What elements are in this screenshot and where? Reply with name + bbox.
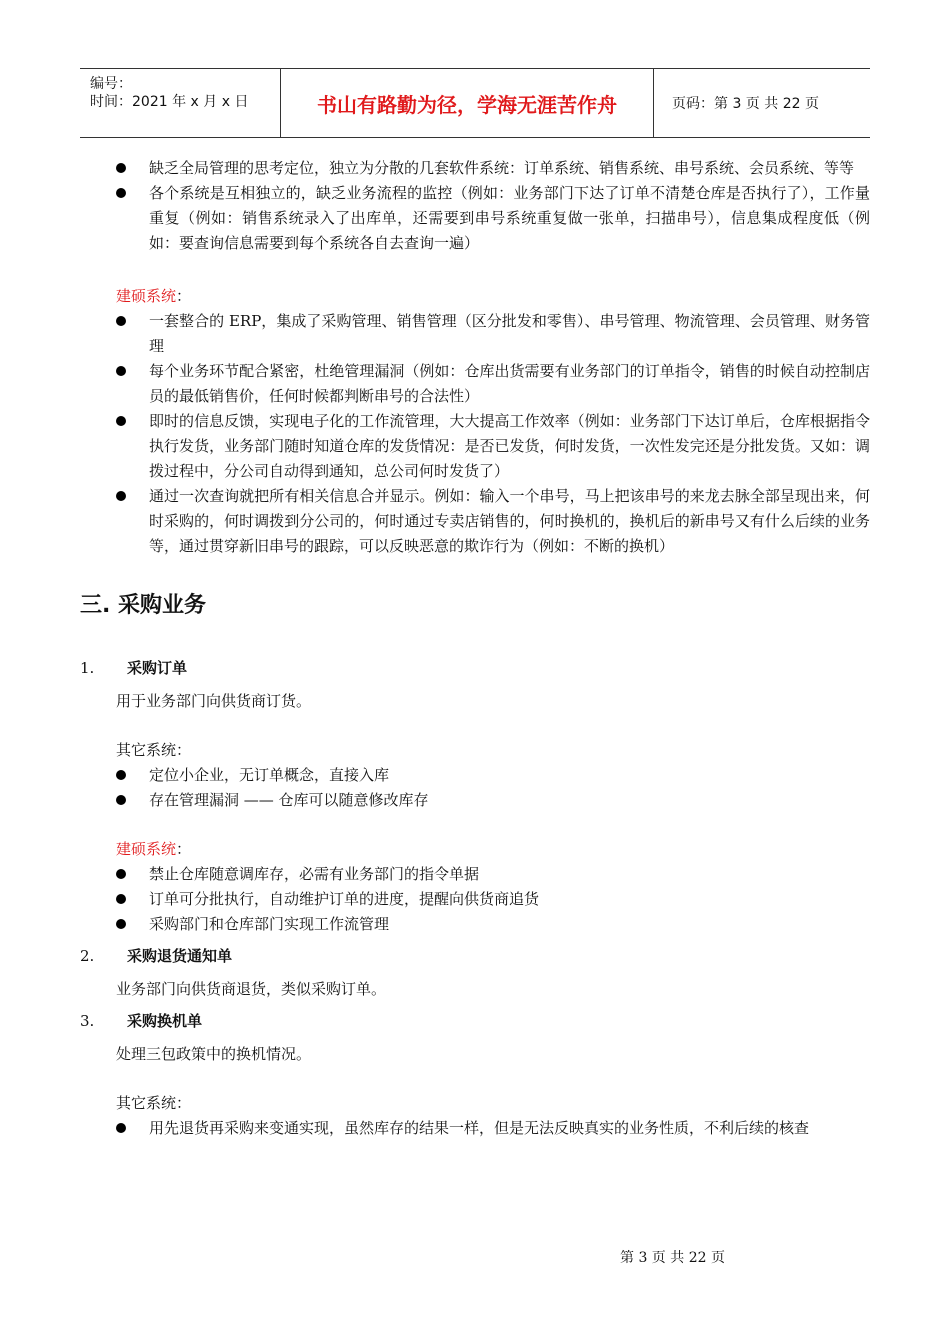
bullet-icon	[116, 770, 126, 780]
list-item: 定位小企业，无订单概念，直接入库	[80, 763, 870, 788]
subsection-heading-1: 1. 采购订单	[80, 659, 188, 677]
intro-bullet-list	[80, 156, 870, 256]
list-item: 存在管理漏洞 —— 仓库可以随意修改库存	[80, 788, 870, 813]
bullet-icon	[116, 1123, 126, 1133]
bullet-icon	[116, 188, 126, 198]
list-item: 一套整合的 ERP，集成了采购管理、销售管理（区分批发和零售）、串号管理、物流管理、会员管理、财务管理	[80, 309, 870, 359]
jianshuo-bullet-list-1	[80, 309, 870, 559]
bullet-icon	[116, 416, 126, 426]
page-header	[80, 68, 870, 138]
header-motto: 书山有路勤为径，学海无涯苦作舟	[281, 69, 654, 137]
other-bullet-list-1	[80, 763, 870, 813]
list-item: 用先退货再采购来变通实现，虽然库存的结果一样，但是无法反映真实的业务性质，不利后续的核查	[80, 1116, 870, 1141]
bullet-icon	[116, 316, 126, 326]
other-systems-label-1: 其它系统：	[116, 741, 192, 759]
bullet-icon	[116, 163, 126, 173]
bullet-icon	[116, 491, 126, 501]
bullet-icon	[116, 919, 126, 929]
bullet-icon	[116, 795, 126, 805]
section-title: 三. 采购业务	[80, 593, 207, 618]
subsection-desc-2: 业务部门向供货商退货，类似采购订单。	[116, 980, 387, 998]
list-item: 通过一次查询就把所有相关信息合并显示。例如：输入一个串号，马上把该串号的来龙去脉全部呈现出来，何时采购的，何时调拨到分公司的，何时通过专卖店销售的，何时换机的，换机后的新串号又有什么后续的业务等，通过贯穿新旧串号的跟踪，可以反映恶意的欺诈行为（例如：不断的换机）	[80, 484, 870, 559]
list-item: 各个系统是互相独立的，缺乏业务流程的监控（例如：业务部门下达了订单不清楚仓库是否执行了），工作量重复（例如：销售系统录入了出库单，还需要到串号系统重复做一张单，扫描串号），信息集成程度低（例如：要查询信息需要到每个系统各自去查询一遍）	[80, 181, 870, 256]
list-item: 每个业务环节配合紧密，杜绝管理漏洞（例如：仓库出货需要有业务部门的订单指令，销售的时候自动控制店员的最低销售价，任何时候都判断串号的合法性）	[80, 359, 870, 409]
bullet-icon	[116, 869, 126, 879]
other-bullet-list-2	[80, 1116, 870, 1141]
jianshuo-bullet-list-2	[80, 862, 870, 937]
bullet-icon	[116, 894, 126, 904]
jianshuo-heading-1: 建硕系统：	[116, 287, 192, 305]
subsection-heading-2: 2. 采购退货通知单	[80, 947, 233, 965]
list-item: 订单可分批执行，自动维护订单的进度，提醒向供货商追货	[80, 887, 870, 912]
bullet-icon	[116, 366, 126, 376]
other-systems-label-2: 其它系统：	[116, 1094, 192, 1112]
list-item: 即时的信息反馈，实现电子化的工作流管理，大大提高工作效率（例如：业务部门下达订单后，仓库根据指令执行发货，业务部门随时知道仓库的发货情况：是否已发货，何时发货，一次性发完还是分批发货。又如：调拨过程中，分公司自动得到通知，总公司何时发货了）	[80, 409, 870, 484]
list-item: 采购部门和仓库部门实现工作流管理	[80, 912, 870, 937]
list-item: 禁止仓库随意调库存，必需有业务部门的指令单据	[80, 862, 870, 887]
document-body	[80, 156, 870, 1141]
page-info-text: 页码：第 3 页 共 22 页	[672, 96, 819, 112]
subsection-desc-1: 用于业务部门向供货商订货。	[116, 692, 312, 710]
header-page-info	[662, 69, 870, 137]
list-item: 缺乏全局管理的思考定位，独立为分散的几套软件系统：订单系统、销售系统、串号系统、会员系统、等等	[80, 156, 870, 181]
time-label: 时间：2021 年 x 月 x 日	[90, 94, 249, 110]
jianshuo-heading-2: 建硕系统：	[116, 840, 192, 858]
header-meta	[80, 69, 281, 137]
subsection-desc-3: 处理三包政策中的换机情况。	[116, 1045, 312, 1063]
subsection-heading-3: 3. 采购换机单	[80, 1012, 203, 1030]
number-label: 编号：	[90, 76, 132, 92]
page-footer: 第 3 页 共 22 页	[620, 1250, 725, 1266]
